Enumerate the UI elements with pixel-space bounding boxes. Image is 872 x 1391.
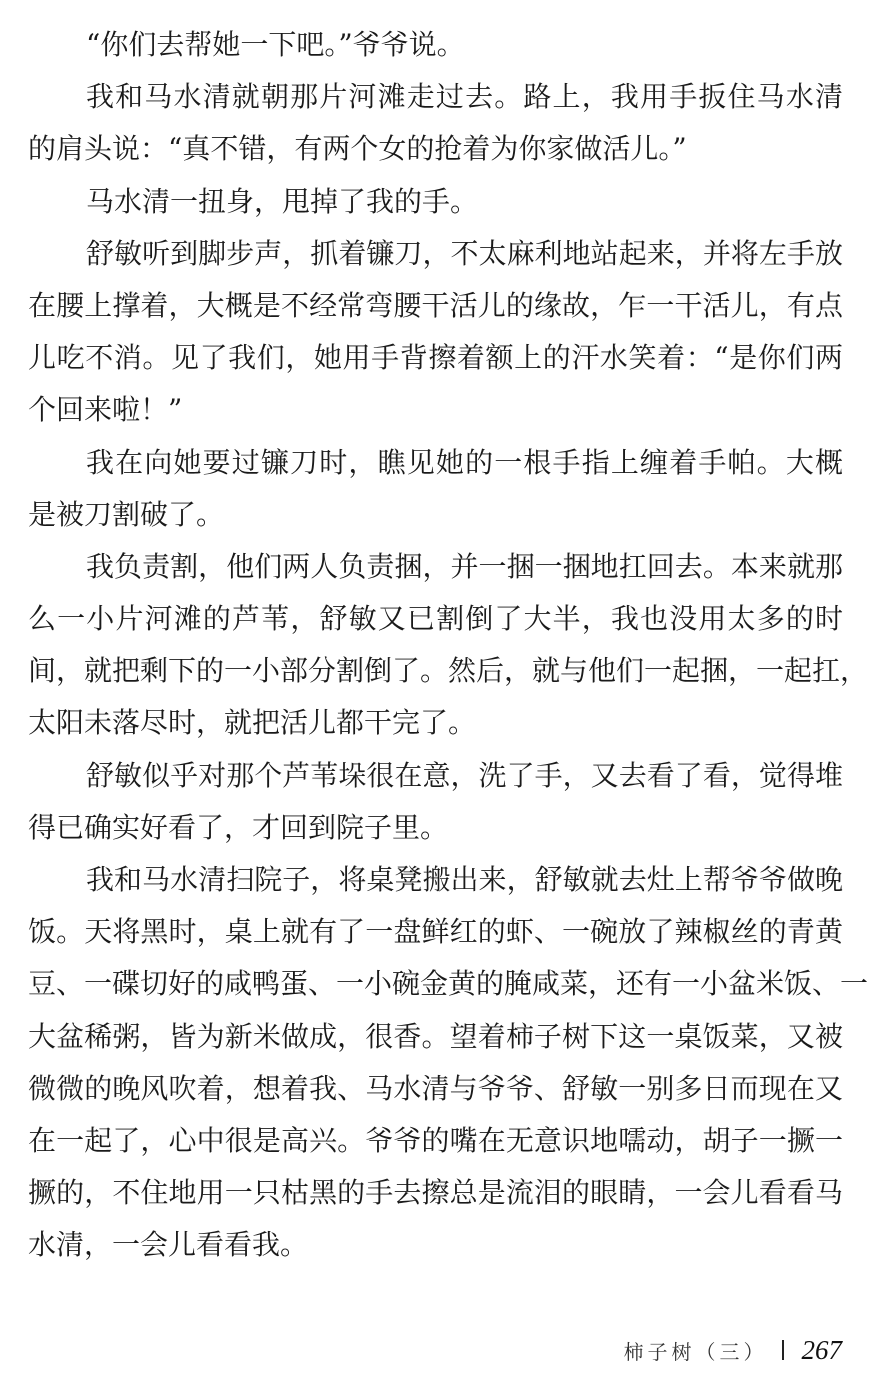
- text-line: 马水清一扭身，甩掉了我的手。: [86, 184, 479, 218]
- running-title: 柿子树（三）: [623, 1339, 768, 1364]
- text-line: 得已确实好看了，才回到院子里。: [28, 810, 449, 844]
- text-line: 微微的晚风吹着，想着我、马水清与爷爷、舒敏一别多日而现在又: [28, 1071, 843, 1105]
- text-line: 的肩头说：“真不错，有两个女的抢着为你家做活儿。”: [28, 132, 687, 166]
- text-line: 大盆稀粥，皆为新米做成，很香。望着柿子树下这一桌饭菜，又被: [28, 1019, 843, 1053]
- text-line: 儿吃不消。见了我们，她用手背擦着额上的汗水笑着：“是你们两: [28, 341, 843, 375]
- text-line: 饭。天将黑时，桌上就有了一盘鲜红的虾、一碗放了辣椒丝的青黄: [28, 915, 843, 949]
- text-line: 间，就把剩下的一小部分割倒了。然后，就与他们一起捆，一起扛，: [28, 654, 869, 688]
- text-line: 我在向她要过镰刀时，瞧见她的一根手指上缠着手帕。大概: [86, 445, 843, 479]
- page-footer: [620, 1330, 842, 1370]
- text-line: 太阳未落尽时，就把活儿都干完了。: [28, 706, 477, 740]
- text-line: 在一起了，心中很是高兴。爷爷的嘴在无意识地嚅动，胡子一撅一: [28, 1123, 843, 1157]
- footer-divider: [782, 1340, 784, 1360]
- text-line: 舒敏似乎对那个芦苇垛很在意，洗了手，又去看了看，觉得堆: [86, 758, 843, 792]
- text-line: 水清，一会儿看看我。: [28, 1228, 309, 1262]
- text-line: 豆、一碟切好的咸鸭蛋、一小碗金黄的腌咸菜，还有一小盆米饭、一: [28, 967, 869, 1001]
- text-line: 我和马水清就朝那片河滩走过去。路上，我用手扳住马水清: [86, 80, 843, 114]
- text-line: “你们去帮她一下吧。”爷爷说。: [86, 28, 465, 61]
- paragraph: [28, 176, 843, 228]
- text-line: 我和马水清扫院子，将桌凳搬出来，舒敏就去灶上帮爷爷做晚: [86, 863, 843, 896]
- paragraph: [28, 19, 843, 71]
- text-line: 个回来啦！”: [28, 393, 183, 427]
- text-line: 舒敏听到脚步声，抓着镰刀，不太麻利地站起来，并将左手放: [86, 236, 843, 270]
- body-text: [28, 19, 869, 1272]
- page-number: 267: [801, 1334, 842, 1365]
- text-line: 么一小片河滩的芦苇，舒敏又已割倒了大半，我也没用太多的时: [28, 602, 843, 636]
- text-line: 在腰上撑着，大概是不经常弯腰干活儿的缘故，乍一干活儿，有点: [28, 288, 843, 322]
- text-line: 我负责割，他们两人负责捆，并一捆一捆地扛回去。本来就那: [86, 549, 843, 583]
- text-line: 撅的，不住地用一只枯黑的手去擦总是流泪的眼睛，一会儿看看马: [28, 1176, 843, 1210]
- paragraph: [28, 541, 869, 750]
- paragraph: [28, 71, 843, 175]
- paragraph: [28, 854, 869, 1272]
- paragraph: [28, 228, 843, 437]
- text-line: 是被刀割破了。: [28, 497, 225, 531]
- paragraph: [28, 437, 843, 541]
- paragraph: [28, 750, 843, 854]
